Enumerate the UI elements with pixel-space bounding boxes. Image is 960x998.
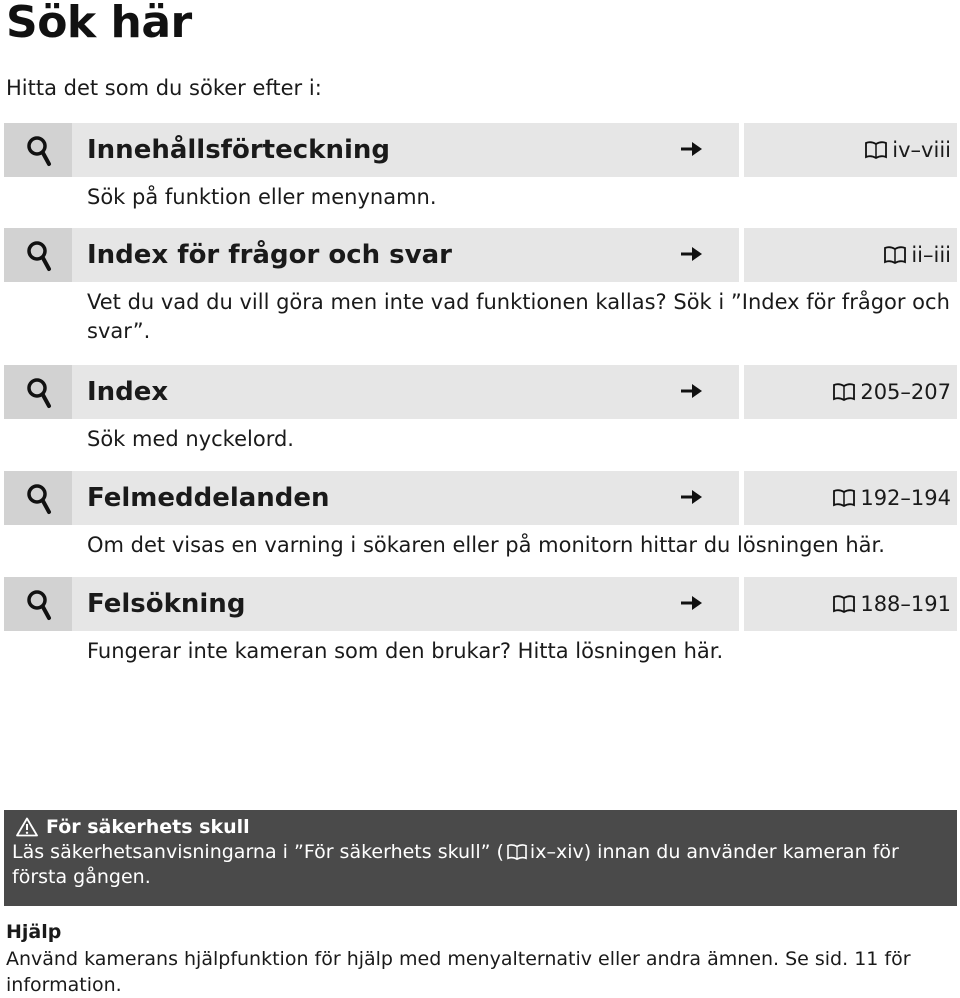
entry-bar	[4, 365, 957, 419]
magnifier-icon	[26, 483, 52, 515]
entry-bar	[4, 577, 957, 631]
safety-text	[12, 840, 952, 890]
right-arrow-icon	[678, 243, 704, 265]
entry-separator	[739, 471, 744, 525]
help-title: Hjälp	[6, 921, 62, 943]
entry-index	[4, 365, 957, 454]
safety-text-after: ) innan du använder kameran för första gången.	[12, 841, 899, 888]
magnifier-icon	[26, 589, 52, 621]
search-icon-box	[4, 577, 72, 631]
magnifier-icon	[26, 135, 52, 167]
entry-title[interactable]: Innehållsförteckning	[87, 135, 390, 165]
entry-bar	[4, 123, 957, 177]
right-arrow-icon	[678, 138, 704, 160]
book-reference-icon	[506, 843, 528, 861]
entry-description: Vet du vad du vill göra men inte vad funktionen kallas? Sök i ”Index för frågor och svar”.	[87, 290, 950, 343]
entry-page-ref[interactable]	[832, 590, 951, 618]
entry-title[interactable]: Felsökning	[87, 589, 246, 619]
right-arrow-icon	[678, 592, 704, 614]
page-title: Sök här	[6, 0, 192, 48]
entry-bar	[4, 471, 957, 525]
entry-pages-text: 188–191	[860, 592, 951, 616]
search-icon-box	[4, 228, 72, 282]
search-icon-box	[4, 123, 72, 177]
help-text: Använd kamerans hjälpfunktion för hjälp med menyalternativ eller andra ämnen. Se sid. 11 för information.	[6, 948, 911, 996]
entry-separator	[739, 365, 744, 419]
magnifier-icon	[26, 377, 52, 409]
book-reference-icon	[883, 245, 907, 265]
safety-notice	[4, 810, 957, 906]
search-icon-box	[4, 471, 72, 525]
entry-pages-text: ii–iii	[911, 243, 951, 267]
right-arrow-icon	[678, 380, 704, 402]
search-icon-box	[4, 365, 72, 419]
entry-page-ref[interactable]	[883, 241, 951, 269]
entry-pages-text: 192–194	[860, 486, 951, 510]
entry-description: Sök på funktion eller menynamn.	[87, 185, 437, 209]
safety-title	[16, 815, 250, 839]
safety-title-text: För säkerhets skull	[46, 816, 250, 838]
entry-description: Fungerar inte kameran som den brukar? Hitta lösningen här.	[87, 639, 724, 663]
entry-description: Om det visas en varning i sökaren eller på monitorn hittar du lösningen här.	[87, 533, 885, 557]
entry-separator	[739, 228, 744, 282]
entry-title[interactable]: Index för frågor och svar	[87, 240, 452, 270]
entry-title[interactable]: Felmeddelanden	[87, 483, 330, 513]
book-reference-icon	[832, 382, 856, 402]
entry-page-ref[interactable]	[832, 378, 951, 406]
warning-triangle-icon	[16, 817, 38, 837]
entry-separator	[739, 123, 744, 177]
book-reference-icon	[832, 594, 856, 614]
entry-page-ref[interactable]	[864, 136, 951, 164]
entry-faq-index	[4, 228, 957, 346]
safety-text-before: Läs säkerhetsanvisningarna i ”För säkerhets skull” (	[12, 841, 504, 863]
entry-page-ref[interactable]	[832, 484, 951, 512]
entry-separator	[739, 577, 744, 631]
book-reference-icon	[864, 140, 888, 160]
entry-description: Sök med nyckelord.	[87, 427, 294, 451]
safety-pages[interactable]: ix–xiv	[529, 841, 584, 863]
intro-text: Hitta det som du söker efter i:	[6, 76, 322, 100]
book-reference-icon	[832, 488, 856, 508]
entry-troubleshooting	[4, 577, 957, 666]
entry-bar	[4, 228, 957, 282]
entry-error-messages	[4, 471, 957, 560]
entry-title[interactable]: Index	[87, 377, 169, 407]
right-arrow-icon	[678, 486, 704, 508]
magnifier-icon	[26, 240, 52, 272]
entry-pages-text: 205–207	[860, 380, 951, 404]
entry-table-of-contents	[4, 123, 957, 212]
entry-pages-text: iv–viii	[892, 138, 951, 162]
